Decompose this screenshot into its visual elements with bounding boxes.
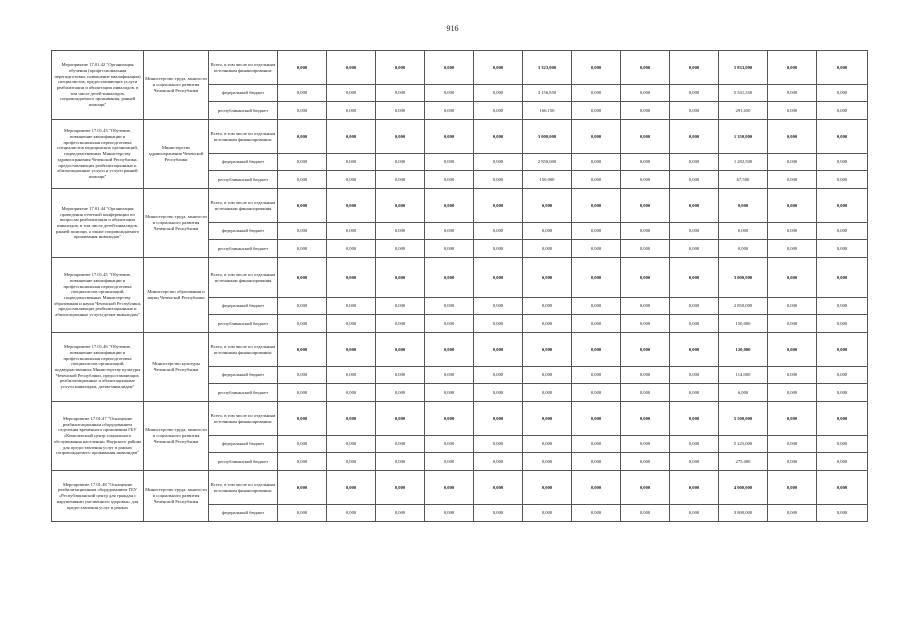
amount-cell: 0,000	[670, 223, 719, 240]
amount-cell: 0,000	[278, 154, 327, 171]
amount-cell: 0,000	[523, 315, 572, 333]
amount-cell: 0,000	[621, 384, 670, 402]
amount-cell: 0,000	[523, 189, 572, 223]
amount-cell: 0,000	[768, 315, 817, 333]
amount-cell: 0,000	[817, 298, 868, 315]
amount-cell: 0,000	[572, 240, 621, 258]
amount-cell: 0,000	[572, 258, 621, 298]
executor-cell: Министерство здравоохранения Чеченской Республики	[144, 120, 209, 189]
amount-cell: 0,000	[572, 471, 621, 505]
amount-cell: 0,000	[425, 85, 474, 102]
amount-cell: 0,000	[474, 189, 523, 223]
amount-cell: 0,000	[572, 171, 621, 189]
amount-cell: 0,000	[376, 154, 425, 171]
amount-cell: 0,000	[474, 453, 523, 471]
amount-cell: 0,000	[670, 402, 719, 436]
funding-source-cell: федеральный бюджет	[209, 85, 278, 102]
amount-cell: 0,000	[523, 453, 572, 471]
amount-cell: 0,000	[768, 471, 817, 505]
amount-cell: 0,000	[376, 315, 425, 333]
amount-cell: 0,000	[278, 471, 327, 505]
funding-source-cell: Всего, в том числе по отдельным источникам финансирования:	[209, 51, 278, 85]
amount-cell: 0,000	[768, 436, 817, 453]
amount-cell: 0,000	[523, 333, 572, 367]
amount-cell: 0,000	[327, 333, 376, 367]
amount-cell: 0,000	[376, 240, 425, 258]
amount-cell: 0,000	[474, 85, 523, 102]
amount-cell: 0,000	[768, 85, 817, 102]
amount-cell: 0,000	[817, 51, 868, 85]
amount-cell: 0,000	[376, 298, 425, 315]
funding-source-cell: федеральный бюджет	[209, 367, 278, 384]
amount-cell: 0,000	[474, 298, 523, 315]
event-name-cell: Мероприятие 17.01.48 "Оснащение реабилитационным оборудованием ГБУ «Республиканский центр для граждан с нарушениями умственного здоровья» для предоставления услуг в рамках	[52, 471, 144, 522]
amount-cell: 3 156,850	[523, 85, 572, 102]
event-name-cell: Мероприятие 17.01.45 "Обучение, повышение квалификации и профессиональная переподготовка специалистов организаций, подведомственных Министерству образования и науки Чеченской Республики, предоставляющих реабилитационные и абилитационные услуги детям-инвалидам"	[52, 258, 144, 333]
amount-cell: 0,000	[572, 315, 621, 333]
table-row	[52, 402, 868, 436]
amount-cell: 0,000	[425, 402, 474, 436]
funding-source-cell: республиканский бюджет	[209, 384, 278, 402]
amount-cell: 0,000	[621, 471, 670, 505]
amount-cell: 0,000	[670, 367, 719, 384]
amount-cell: 0,000	[376, 402, 425, 436]
amount-cell: 0,000	[817, 315, 868, 333]
amount-cell: 0,000	[376, 471, 425, 505]
amount-cell: 291,650	[719, 102, 768, 120]
funding-source-cell: республиканский бюджет	[209, 102, 278, 120]
amount-cell: 0,000	[523, 223, 572, 240]
amount-cell: 0,000	[327, 154, 376, 171]
amount-cell: 0,000	[278, 258, 327, 298]
amount-cell: 0,000	[474, 120, 523, 154]
amount-cell: 0,000	[278, 402, 327, 436]
amount-cell: 0,000	[572, 102, 621, 120]
amount-cell: 0,000	[376, 436, 425, 453]
amount-cell: 0,000	[817, 189, 868, 223]
amount-cell: 0,000	[425, 505, 474, 522]
amount-cell: 0,000	[425, 471, 474, 505]
amount-cell: 0,000	[327, 102, 376, 120]
amount-cell: 0,000	[719, 189, 768, 223]
funding-source-cell: Всего, в том числе по отдельным источникам финансирования	[209, 189, 278, 223]
amount-cell: 0,000	[768, 505, 817, 522]
amount-cell: 0,000	[474, 505, 523, 522]
funding-source-cell: Всего, в том числе по отдельным источникам финансирования:	[209, 402, 278, 436]
amount-cell: 0,000	[425, 171, 474, 189]
amount-cell: 0,000	[327, 298, 376, 315]
amount-cell: 0,000	[572, 384, 621, 402]
amount-cell: 0,000	[670, 471, 719, 505]
amount-cell: 0,000	[425, 154, 474, 171]
amount-cell: 0,000	[670, 51, 719, 85]
amount-cell: 0,000	[474, 258, 523, 298]
amount-cell: 0,000	[474, 367, 523, 384]
amount-cell: 0,000	[523, 258, 572, 298]
amount-cell: 0,000	[278, 315, 327, 333]
amount-cell: 0,000	[670, 258, 719, 298]
amount-cell: 0,000	[474, 436, 523, 453]
amount-cell: 275,000	[719, 453, 768, 471]
amount-cell: 0,000	[768, 258, 817, 298]
amount-cell: 0,000	[621, 189, 670, 223]
amount-cell: 0,000	[327, 471, 376, 505]
amount-cell: 0,000	[719, 240, 768, 258]
amount-cell: 0,000	[425, 315, 474, 333]
funding-source-cell: федеральный бюджет	[209, 223, 278, 240]
amount-cell: 0,000	[621, 298, 670, 315]
amount-cell: 0,000	[621, 240, 670, 258]
amount-cell: 0,000	[278, 505, 327, 522]
amount-cell: 0,000	[278, 102, 327, 120]
amount-cell: 0,000	[523, 505, 572, 522]
amount-cell: 0,000	[474, 384, 523, 402]
table-row	[52, 333, 868, 367]
amount-cell: 0,000	[278, 298, 327, 315]
amount-cell: 0,000	[817, 436, 868, 453]
amount-cell: 0,000	[278, 120, 327, 154]
amount-cell: 0,000	[425, 367, 474, 384]
amount-cell: 2 850,000	[719, 298, 768, 315]
funding-source-cell: федеральный бюджет	[209, 298, 278, 315]
amount-cell: 0,000	[621, 120, 670, 154]
amount-cell: 0,000	[768, 333, 817, 367]
amount-cell: 0,000	[670, 85, 719, 102]
funding-source-cell: республиканский бюджет	[209, 453, 278, 471]
amount-cell: 0,000	[621, 171, 670, 189]
amount-cell: 3 000,000	[719, 258, 768, 298]
amount-cell: 0,000	[572, 367, 621, 384]
executor-cell: Министерство труда, занятости и социального развития Чеченской Республики	[144, 189, 209, 258]
amount-cell: 0,000	[670, 189, 719, 223]
amount-cell: 0,000	[376, 453, 425, 471]
amount-cell: 0,000	[376, 505, 425, 522]
amount-cell: 0,000	[278, 384, 327, 402]
amount-cell: 0,000	[817, 384, 868, 402]
amount-cell: 0,000	[817, 85, 868, 102]
amount-cell: 120,000	[719, 333, 768, 367]
amount-cell: 5 541,350	[719, 85, 768, 102]
funding-source-cell: республиканский бюджет	[209, 315, 278, 333]
amount-cell: 0,000	[817, 367, 868, 384]
amount-cell: 0,000	[376, 171, 425, 189]
amount-cell: 0,000	[327, 384, 376, 402]
amount-cell: 0,000	[425, 298, 474, 315]
amount-cell: 0,000	[474, 471, 523, 505]
amount-cell: 0,000	[621, 453, 670, 471]
amount-cell: 0,000	[327, 171, 376, 189]
amount-cell: 0,000	[327, 258, 376, 298]
amount-cell: 0,000	[572, 505, 621, 522]
event-name-cell: Мероприятие 17.01.44 "Организация проведения отчетной конференции по вопросам реабилитации и абилитации инвалидов, в том числе детей-инвалидов, ранней помощи, а также сопровождаемого проживания инвалидов"	[52, 189, 144, 258]
funding-source-cell: Всего, в том числе по отдельным источникам финансирования:	[209, 120, 278, 154]
amount-cell: 0,000	[376, 102, 425, 120]
amount-cell: 5 833,000	[719, 51, 768, 85]
amount-cell: 0,000	[768, 102, 817, 120]
amount-cell: 0,000	[278, 85, 327, 102]
amount-cell: 0,000	[621, 258, 670, 298]
amount-cell: 0,000	[768, 402, 817, 436]
amount-cell: 0,000	[621, 51, 670, 85]
amount-cell: 166,150	[523, 102, 572, 120]
amount-cell: 0,000	[474, 102, 523, 120]
amount-cell: 0,000	[474, 154, 523, 171]
table-row	[52, 471, 868, 505]
amount-cell: 0,000	[572, 85, 621, 102]
executor-cell: Министерство культуры Чеченской Республики	[144, 333, 209, 402]
amount-cell: 0,000	[670, 240, 719, 258]
amount-cell: 0,000	[817, 333, 868, 367]
amount-cell: 0,000	[523, 240, 572, 258]
table-row	[52, 120, 868, 154]
executor-cell: Министерство труда, занятости и социального развития Чеченской Республики	[144, 51, 209, 120]
amount-cell: 0,000	[425, 258, 474, 298]
amount-cell: 0,000	[376, 367, 425, 384]
amount-cell: 150,000	[523, 171, 572, 189]
amount-cell: 1 282,500	[719, 154, 768, 171]
amount-cell: 0,000	[425, 436, 474, 453]
amount-cell: 0,000	[474, 171, 523, 189]
amount-cell: 0,000	[670, 102, 719, 120]
amount-cell: 0,000	[474, 315, 523, 333]
funding-source-cell: Всего, в том числе по отдельным источникам финансирования:	[209, 471, 278, 505]
amount-cell: 0,000	[572, 333, 621, 367]
table-row	[52, 258, 868, 298]
amount-cell: 0,000	[572, 223, 621, 240]
amount-cell: 0,000	[327, 453, 376, 471]
executor-cell: Министерство труда, занятости и социального развития Чеченской Республики	[144, 402, 209, 471]
amount-cell: 0,000	[474, 402, 523, 436]
amount-cell: 5 500,000	[719, 402, 768, 436]
amount-cell: 0,000	[621, 223, 670, 240]
amount-cell: 0,000	[817, 471, 868, 505]
amount-cell: 0,000	[817, 505, 868, 522]
amount-cell: 3 800,000	[719, 505, 768, 522]
table-row	[52, 51, 868, 85]
amount-cell: 0,000	[425, 189, 474, 223]
amount-cell: 0,000	[523, 471, 572, 505]
amount-cell: 0,000	[278, 189, 327, 223]
amount-cell: 0,000	[327, 315, 376, 333]
amount-cell: 0,000	[425, 223, 474, 240]
amount-cell: 0,000	[425, 120, 474, 154]
amount-cell: 0,000	[278, 171, 327, 189]
amount-cell: 0,000	[523, 384, 572, 402]
amount-cell: 0,000	[425, 240, 474, 258]
funding-source-cell: республиканский бюджет	[209, 171, 278, 189]
amount-cell: 0,000	[376, 384, 425, 402]
amount-cell: 0,000	[768, 384, 817, 402]
amount-cell: 0,000	[376, 223, 425, 240]
funding-source-cell: федеральный бюджет	[209, 154, 278, 171]
amount-cell: 0,000	[278, 51, 327, 85]
amount-cell: 1 350,000	[719, 120, 768, 154]
amount-cell: 0,000	[768, 298, 817, 315]
amount-cell: 0,000	[817, 258, 868, 298]
amount-cell: 0,000	[376, 51, 425, 85]
funding-source-cell: Всего, в том числе по отдельным источникам финансирования	[209, 258, 278, 298]
amount-cell: 0,000	[523, 436, 572, 453]
amount-cell: 0,000	[621, 85, 670, 102]
amount-cell: 0,000	[572, 298, 621, 315]
amount-cell: 0,000	[817, 171, 868, 189]
amount-cell: 0,000	[327, 85, 376, 102]
table-row	[52, 189, 868, 223]
event-name-cell: Мероприятие 17.01.43 "Обучение, повышение квалификации и профессиональная переподготовка специалистов медицинских организаций, подведомственных Министерству здравоохранения Чеченской Республики, предоставляющих реабилитационные и абилитационные услуги и услуги ранней помощи"	[52, 120, 144, 189]
amount-cell: 2 850,000	[523, 154, 572, 171]
amount-cell: 0,000	[817, 120, 868, 154]
amount-cell: 0,000	[670, 453, 719, 471]
amount-cell: 0,000	[278, 240, 327, 258]
event-name-cell: Мероприятие 17.01.47 "Оснащение реабилитационным оборудованием отделения временного проживания ГБУ «Комплексный центр социального обслуживания населения» Наурского района для предоставления услуг в рамках сопровождаемого проживания инвалидов"	[52, 402, 144, 471]
amount-cell: 0,000	[474, 223, 523, 240]
amount-cell: 0,000	[768, 240, 817, 258]
amount-cell: 0,000	[572, 453, 621, 471]
amount-cell: 114,000	[719, 367, 768, 384]
amount-cell: 0,000	[425, 333, 474, 367]
amount-cell: 0,000	[670, 384, 719, 402]
amount-cell: 0,000	[817, 102, 868, 120]
amount-cell: 5 225,000	[719, 436, 768, 453]
amount-cell: 0,000	[523, 402, 572, 436]
amount-cell: 0,000	[278, 223, 327, 240]
amount-cell: 0,000	[278, 436, 327, 453]
funding-source-cell: федеральный бюджет	[209, 505, 278, 522]
amount-cell: 0,000	[670, 436, 719, 453]
amount-cell: 0,000	[817, 154, 868, 171]
amount-cell: 0,000	[327, 189, 376, 223]
amount-cell: 0,000	[376, 189, 425, 223]
amount-cell: 0,000	[425, 102, 474, 120]
amount-cell: 0,000	[327, 436, 376, 453]
amount-cell: 0,000	[670, 154, 719, 171]
amount-cell: 0,000	[670, 505, 719, 522]
amount-cell: 0,000	[621, 367, 670, 384]
amount-cell: 3 323,000	[523, 51, 572, 85]
amount-cell: 0,000	[670, 333, 719, 367]
amount-cell: 6,000	[719, 384, 768, 402]
amount-cell: 0,000	[817, 453, 868, 471]
amount-cell: 0,000	[572, 436, 621, 453]
amount-cell: 0,000	[768, 171, 817, 189]
funding-source-cell: республиканский бюджет	[209, 240, 278, 258]
amount-cell: 0,000	[425, 453, 474, 471]
amount-cell: 0,000	[768, 120, 817, 154]
amount-cell: 0,000	[768, 453, 817, 471]
amount-cell: 67,500	[719, 171, 768, 189]
event-name-cell: Мероприятие 17.01.42 "Организация обучения (профессиональная переподготовка, повышение квалификации) специалистов, предоставляющих услуги реабилитации и абилитации инвалидов, в том числе детей-инвалидов, сопровождаемого проживания, ранней помощи"	[52, 51, 144, 120]
amount-cell: 0,000	[376, 333, 425, 367]
amount-cell: 4 000,000	[719, 471, 768, 505]
amount-cell: 0,000	[425, 51, 474, 85]
amount-cell: 0,000	[719, 223, 768, 240]
amount-cell: 0,000	[621, 505, 670, 522]
event-name-cell: Мероприятие 17.01.46 "Обучение, повышение квалификации и профессиональная переподготовка специалистов организаций, подведомственных Министерству культуры Чеченской Республики, предоставляющих реабилитационные и абилитационные услуги инвалидам, детям-инвалидам"	[52, 333, 144, 402]
amount-cell: 0,000	[670, 298, 719, 315]
amount-cell: 0,000	[768, 189, 817, 223]
amount-cell: 0,000	[278, 453, 327, 471]
amount-cell: 0,000	[768, 367, 817, 384]
amount-cell: 0,000	[327, 223, 376, 240]
amount-cell: 0,000	[327, 240, 376, 258]
page-number: 916	[446, 24, 459, 33]
amount-cell: 0,000	[670, 120, 719, 154]
amount-cell: 0,000	[425, 384, 474, 402]
amount-cell: 0,000	[817, 240, 868, 258]
amount-cell: 0,000	[523, 298, 572, 315]
amount-cell: 0,000	[817, 223, 868, 240]
amount-cell: 0,000	[474, 240, 523, 258]
amount-cell: 0,000	[768, 223, 817, 240]
amount-cell: 0,000	[621, 333, 670, 367]
amount-cell: 0,000	[817, 402, 868, 436]
amount-cell: 0,000	[621, 436, 670, 453]
amount-cell: 3 000,000	[523, 120, 572, 154]
financing-table	[51, 50, 868, 522]
executor-cell: Министерство образования и науки Чеченской Республики	[144, 258, 209, 333]
amount-cell: 0,000	[327, 367, 376, 384]
amount-cell: 0,000	[670, 315, 719, 333]
funding-source-cell: Всего, в том числе по отдельным источникам финансирования:	[209, 333, 278, 367]
amount-cell: 0,000	[572, 402, 621, 436]
amount-cell: 0,000	[327, 51, 376, 85]
executor-cell: Министерство труда, занятости и социального развития Чеченской Республики	[144, 471, 209, 522]
amount-cell: 0,000	[474, 51, 523, 85]
amount-cell: 0,000	[474, 333, 523, 367]
amount-cell: 0,000	[621, 315, 670, 333]
amount-cell: 0,000	[278, 333, 327, 367]
amount-cell: 0,000	[327, 120, 376, 154]
amount-cell: 0,000	[376, 258, 425, 298]
amount-cell: 0,000	[572, 120, 621, 154]
funding-source-cell: федеральный бюджет	[209, 436, 278, 453]
amount-cell: 0,000	[621, 402, 670, 436]
amount-cell: 0,000	[376, 120, 425, 154]
amount-cell: 0,000	[572, 51, 621, 85]
amount-cell: 0,000	[523, 367, 572, 384]
amount-cell: 0,000	[572, 154, 621, 171]
amount-cell: 0,000	[327, 402, 376, 436]
amount-cell: 0,000	[572, 189, 621, 223]
amount-cell: 0,000	[768, 51, 817, 85]
amount-cell: 0,000	[376, 85, 425, 102]
amount-cell: 150,000	[719, 315, 768, 333]
amount-cell: 0,000	[670, 171, 719, 189]
amount-cell: 0,000	[621, 102, 670, 120]
amount-cell: 0,000	[278, 367, 327, 384]
amount-cell: 0,000	[327, 505, 376, 522]
amount-cell: 0,000	[621, 154, 670, 171]
amount-cell: 0,000	[768, 154, 817, 171]
